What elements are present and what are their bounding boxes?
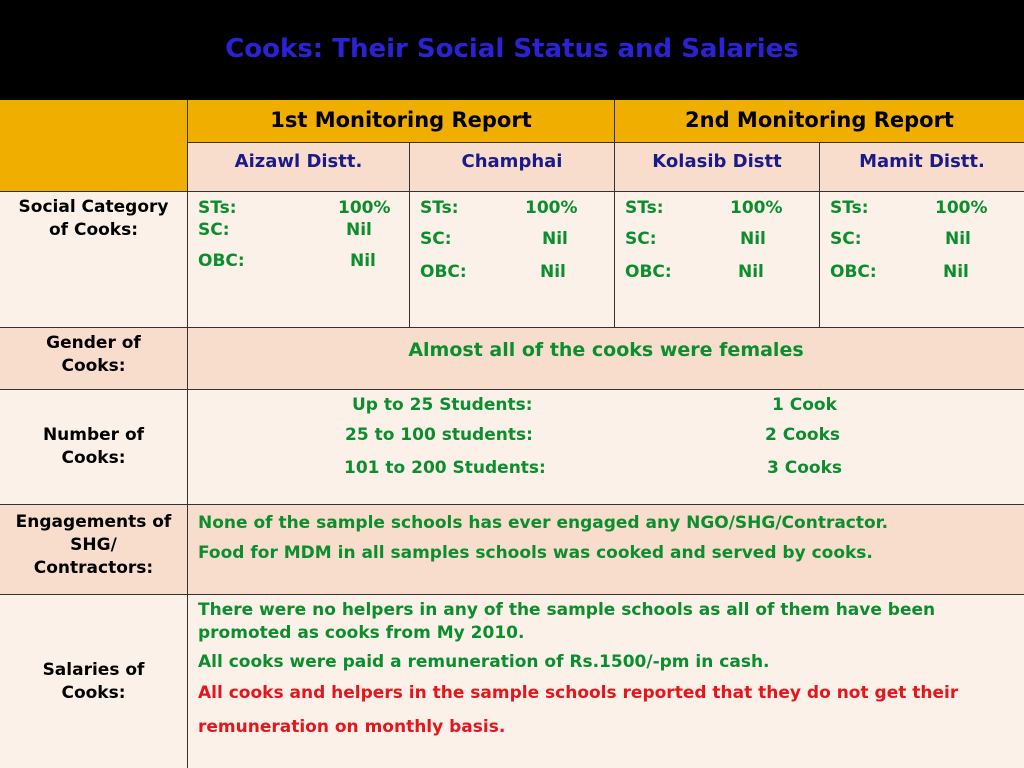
obc-value: Nil bbox=[943, 262, 969, 282]
social-kolasib bbox=[615, 192, 820, 328]
row-label-text: Number of Cooks: bbox=[42, 425, 145, 468]
salary-line: All cooks were paid a remuneration of Rs.1500/-pm in cash. bbox=[198, 652, 770, 672]
row-label-gender bbox=[0, 328, 188, 390]
salary-warning-line: All cooks and helpers in the sample schools reported that they do not get their remuneration on monthly basis. bbox=[198, 683, 959, 737]
row-label-number bbox=[0, 390, 188, 505]
district-aizawl: Aizawl Distt. bbox=[188, 143, 410, 192]
social-aizawl bbox=[188, 192, 410, 328]
sc-value: Nil bbox=[542, 229, 568, 249]
sts-value: 100% bbox=[730, 198, 783, 218]
sc-label: SC: bbox=[830, 229, 862, 249]
sc-label: SC: bbox=[198, 220, 230, 240]
header-report1: 1st Monitoring Report bbox=[188, 100, 615, 143]
engagement-line: None of the sample schools has ever engaged any NGO/SHG/Contractor. bbox=[198, 513, 889, 533]
sts-label: STs: bbox=[830, 198, 869, 218]
sc-value: Nil bbox=[346, 220, 372, 240]
salaries-cell bbox=[188, 595, 1024, 768]
sts-value: 100% bbox=[525, 198, 578, 218]
gender-text: Almost all of the cooks were females bbox=[408, 339, 804, 361]
sts-label: STs: bbox=[625, 198, 664, 218]
obc-value: Nil bbox=[738, 262, 764, 282]
band-value: 2 Cooks bbox=[765, 425, 841, 445]
sc-value: Nil bbox=[740, 229, 766, 249]
corner-cell bbox=[0, 100, 188, 192]
band-label: Up to 25 Students: bbox=[352, 395, 533, 415]
obc-label: OBC: bbox=[625, 262, 672, 282]
row-label-engagement bbox=[0, 505, 188, 595]
engagement-line: Food for MDM in all samples schools was cooked and served by cooks. bbox=[198, 543, 873, 563]
social-mamit bbox=[820, 192, 1024, 328]
row-label-text: Gender of Cooks: bbox=[46, 333, 141, 376]
band-value: 3 Cooks bbox=[767, 458, 843, 478]
obc-value: Nil bbox=[350, 251, 376, 271]
row-label-salaries bbox=[0, 595, 188, 768]
band-label: 101 to 200 Students: bbox=[344, 458, 546, 478]
sc-value: Nil bbox=[945, 229, 971, 249]
row-label-text: Engagements of SHG/ Contractors: bbox=[15, 512, 172, 578]
sts-value: 100% bbox=[935, 198, 988, 218]
district-mamit: Mamit Distt. bbox=[820, 143, 1024, 192]
gender-cell bbox=[188, 328, 1024, 390]
salary-line: There were no helpers in any of the sample schools as all of them have been promoted as cooks from My 2010. bbox=[198, 600, 936, 643]
engagement-cell bbox=[188, 505, 1024, 595]
district-kolasib: Kolasib Distt bbox=[615, 143, 820, 192]
sts-value: 100% bbox=[338, 198, 391, 218]
band-label: 25 to 100 students: bbox=[345, 425, 533, 445]
sc-label: SC: bbox=[625, 229, 657, 249]
district-champhai: Champhai bbox=[410, 143, 615, 192]
row-label-social bbox=[0, 192, 188, 328]
obc-label: OBC: bbox=[198, 251, 245, 271]
row-label-text: Social Category of Cooks: bbox=[18, 197, 169, 240]
number-cell bbox=[188, 390, 1024, 505]
band-value: 1 Cook bbox=[772, 395, 837, 415]
sc-label: SC: bbox=[420, 229, 452, 249]
obc-value: Nil bbox=[540, 262, 566, 282]
sts-label: STs: bbox=[420, 198, 459, 218]
page-title: Cooks: Their Social Status and Salaries bbox=[225, 34, 799, 64]
sts-label: STs: bbox=[198, 198, 237, 218]
header-report2: 2nd Monitoring Report bbox=[615, 100, 1024, 143]
row-label-text: Salaries of Cooks: bbox=[42, 659, 145, 703]
social-champhai bbox=[410, 192, 615, 328]
obc-label: OBC: bbox=[830, 262, 877, 282]
obc-label: OBC: bbox=[420, 262, 467, 282]
report-table bbox=[0, 100, 1024, 768]
